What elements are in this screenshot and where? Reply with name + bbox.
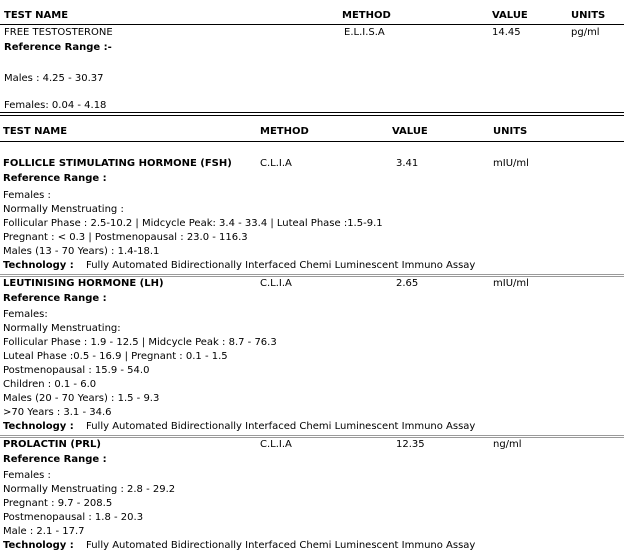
reference-line: Follicular Phase : 2.5-10.2 | Midcycle Peak: 3.4 - 33.4 | Luteal Phase :1.5-9.1: [3, 218, 383, 229]
reference-line: Pregnant : 9.7 - 208.5: [3, 498, 113, 509]
reference-line: Normally Menstruating : 2.8 - 29.2: [3, 484, 176, 495]
reference-range-label: Reference Range :: [3, 293, 107, 304]
technology-label: Technology :: [3, 260, 74, 271]
section-divider: [0, 435, 624, 438]
header-units: UNITS: [493, 126, 528, 137]
technology-value: Fully Automated Bidirectionally Interfaced Chemi Luminescent Immuno Assay: [86, 421, 476, 432]
test-method: C.L.I.A: [260, 278, 292, 289]
test-units: mIU/ml: [493, 158, 529, 169]
header-value: VALUE: [392, 126, 428, 137]
reference-line: Male : 2.1 - 17.7: [3, 526, 85, 537]
header-value: VALUE: [492, 10, 528, 21]
reference-line: Postmenopausal : 1.8 - 20.3: [3, 512, 144, 523]
test-name: LEUTINISING HORMONE (LH): [3, 278, 164, 289]
reference-line: Normally Menstruating :: [3, 204, 124, 215]
test-method: C.L.I.A: [260, 158, 292, 169]
reference-line: Females :: [3, 190, 51, 201]
reference-line: Females: 0.04 - 4.18: [4, 100, 107, 111]
test-units: mIU/ml: [493, 278, 529, 289]
technology-value: Fully Automated Bidirectionally Interfaced Chemi Luminescent Immuno Assay: [86, 260, 476, 271]
test-units: pg/ml: [571, 27, 600, 38]
test-method: C.L.I.A: [260, 439, 292, 450]
reference-line: Follicular Phase : 1.9 - 12.5 | Midcycle Peak : 8.7 - 76.3: [3, 337, 277, 348]
reference-line: Females :: [3, 470, 51, 481]
test-value: 2.65: [396, 278, 419, 289]
reference-line: Children : 0.1 - 6.0: [3, 379, 97, 390]
test-units: ng/ml: [493, 439, 522, 450]
reference-line: Males (13 - 70 Years) : 1.4-18.1: [3, 246, 160, 257]
reference-line: Luteal Phase :0.5 - 16.9 | Pregnant : 0.1 - 1.5: [3, 351, 228, 362]
header-method: METHOD: [342, 10, 391, 21]
test-name: FOLLICLE STIMULATING HORMONE (FSH): [3, 158, 232, 169]
section-divider: [0, 112, 624, 116]
reference-line: Pregnant : < 0.3 | Postmenopausal : 23.0 - 116.3: [3, 232, 248, 243]
test-value: 3.41: [396, 158, 419, 169]
reference-line: Males (20 - 70 Years) : 1.5 - 9.3: [3, 393, 160, 404]
test-name: PROLACTIN (PRL): [3, 439, 101, 450]
test-method: E.L.I.S.A: [344, 27, 385, 38]
divider: [0, 24, 624, 25]
reference-range-label: Reference Range :: [3, 173, 107, 184]
reference-range-label: Reference Range :: [3, 454, 107, 465]
section-divider: [0, 274, 624, 277]
reference-line: Females:: [3, 309, 48, 320]
reference-line: >70 Years : 3.1 - 34.6: [3, 407, 112, 418]
header-units: UNITS: [571, 10, 606, 21]
reference-range-label: Reference Range :-: [4, 42, 112, 53]
technology-label: Technology :: [3, 421, 74, 432]
header-method: METHOD: [260, 126, 309, 137]
test-value: 14.45: [492, 27, 521, 38]
test-value: 12.35: [396, 439, 425, 450]
reference-line: Males : 4.25 - 30.37: [4, 73, 104, 84]
reference-line: Postmenopausal : 15.9 - 54.0: [3, 365, 150, 376]
header-test-name: TEST NAME: [3, 126, 68, 137]
header-test-name: TEST NAME: [4, 10, 69, 21]
divider: [0, 141, 624, 142]
technology-label: Technology :: [3, 540, 74, 551]
test-name: FREE TESTOSTERONE: [4, 27, 113, 38]
technology-value: Fully Automated Bidirectionally Interfaced Chemi Luminescent Immuno Assay: [86, 540, 476, 551]
reference-line: Normally Menstruating:: [3, 323, 121, 334]
